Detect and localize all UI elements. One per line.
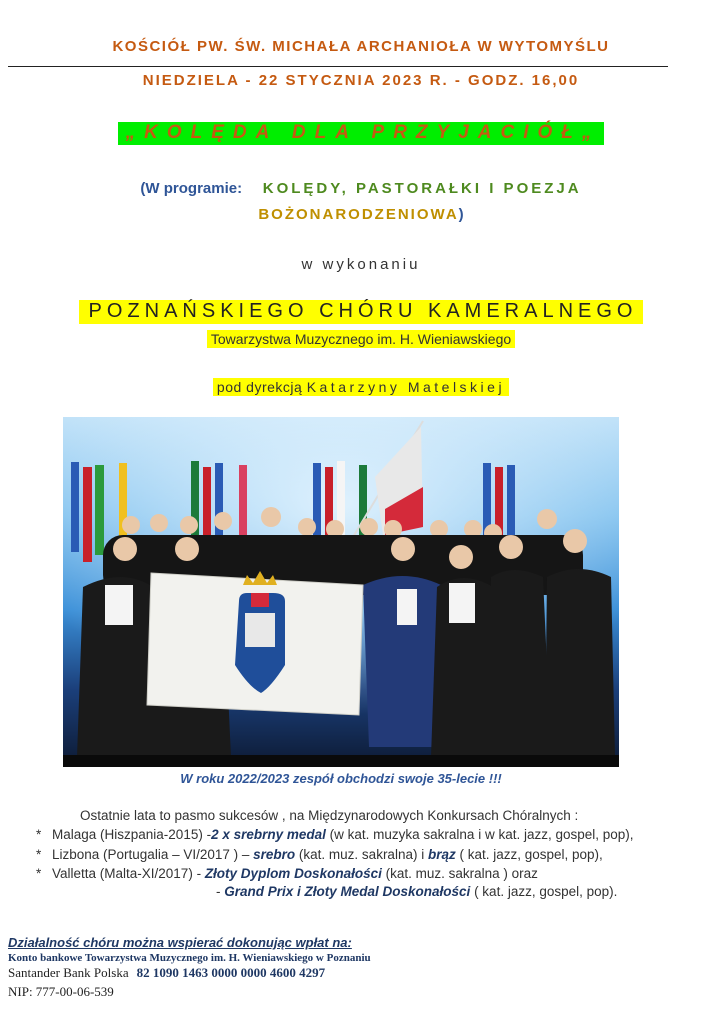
account-number: 82 1090 1463 0000 0000 4600 4297 <box>136 965 326 980</box>
achievement-note: (w kat. muzyka sakralna i w kat. jazz, gospel, pop), <box>325 827 634 842</box>
achievement-item <box>36 866 538 881</box>
achievement-extra <box>216 884 617 899</box>
program-line-1 <box>0 180 722 197</box>
header-divider <box>8 66 668 67</box>
direction <box>213 378 509 396</box>
bullet: * <box>36 847 42 862</box>
choir-photo-illustration <box>63 417 619 767</box>
achievement-item <box>36 847 603 862</box>
photo-caption: W roku 2022/2023 zespół obchodzi swoje 35-lecie !!! <box>180 771 502 786</box>
achievement-extra-note: ( kat. jazz, gospel, pop). <box>470 884 618 899</box>
bank-line <box>8 965 325 981</box>
director-name: Katarzyny Matelskiej <box>306 379 506 395</box>
achievement-note: (kat. muz. sakralna ) oraz <box>381 866 538 881</box>
program-close: ) <box>458 206 464 223</box>
achievement-place: Malaga (Hiszpania-2015) - <box>52 827 212 842</box>
choir-photo <box>63 417 619 767</box>
event-title-row <box>0 122 722 145</box>
church-name: KOŚCIÓŁ PW. ŚW. MICHAŁA ARCHANIOŁA W WYTOMYŚLU <box>112 38 610 55</box>
society-row <box>0 330 722 349</box>
achievement-place: Valletta (Malta-XI/2017) - <box>52 866 205 881</box>
bank-name: Santander Bank Polska <box>8 965 129 980</box>
program-line-2-text: BOŻONARODZENIOWA <box>258 206 459 223</box>
achievement-extra-award: Grand Prix i Złoty Medal Doskonałości <box>224 884 471 899</box>
choir-name-row <box>0 300 722 324</box>
achievement-award: srebro <box>253 847 296 862</box>
choir-society: Towarzystwa Muzycznego im. H. Wieniawskiego <box>207 330 515 348</box>
program-items: KOLĘDY, PASTORAŁKI I POEZJA <box>262 180 582 197</box>
support-heading: Działalność chóru można wspierać dokonując wpłat na: <box>8 935 352 950</box>
account-label: Konto bankowe Towarzystwa Muzycznego im. H. Wieniawskiego w Poznaniu <box>8 952 371 964</box>
event-date: NIEDZIELA - 22 STYCZNIA 2023 R. - GODZ. 16,00 <box>142 72 580 89</box>
direction-prefix: pod dyrekcją <box>216 379 303 395</box>
event-title: „KOLĘDA DLA PRZYJACIÓŁ„ <box>118 122 605 145</box>
choir-name: POZNAŃSKIEGO CHÓRU KAMERALNEGO <box>79 300 644 324</box>
bullet: * <box>36 827 42 842</box>
achievement-note: (kat. muz. sakralna) i <box>295 847 428 862</box>
achievement-item <box>36 827 634 842</box>
bullet: * <box>36 866 42 881</box>
achievement-award: Złoty Dyplom Doskonałości <box>204 866 382 881</box>
achievement-note-2: ( kat. jazz, gospel, pop), <box>455 847 603 862</box>
city-banner <box>147 571 363 715</box>
performed-by: w wykonaniu <box>301 256 421 273</box>
nip: NIP: 777-00-06-539 <box>8 984 114 999</box>
program-line-2 <box>0 206 722 223</box>
achievement-extra-prefix: - <box>216 884 225 899</box>
direction-row <box>0 378 722 397</box>
achievement-place: Lizbona (Portugalia – VI/2017 ) – <box>52 847 254 862</box>
achievement-award: 2 x srebrny medal <box>211 827 326 842</box>
achievement-award-2: brąz <box>427 847 456 862</box>
program-label: (W programie: <box>140 180 243 197</box>
achievements-intro: Ostatnie lata to pasmo sukcesów , na Międzynarodowych Konkursach Chóralnych : <box>80 808 579 823</box>
